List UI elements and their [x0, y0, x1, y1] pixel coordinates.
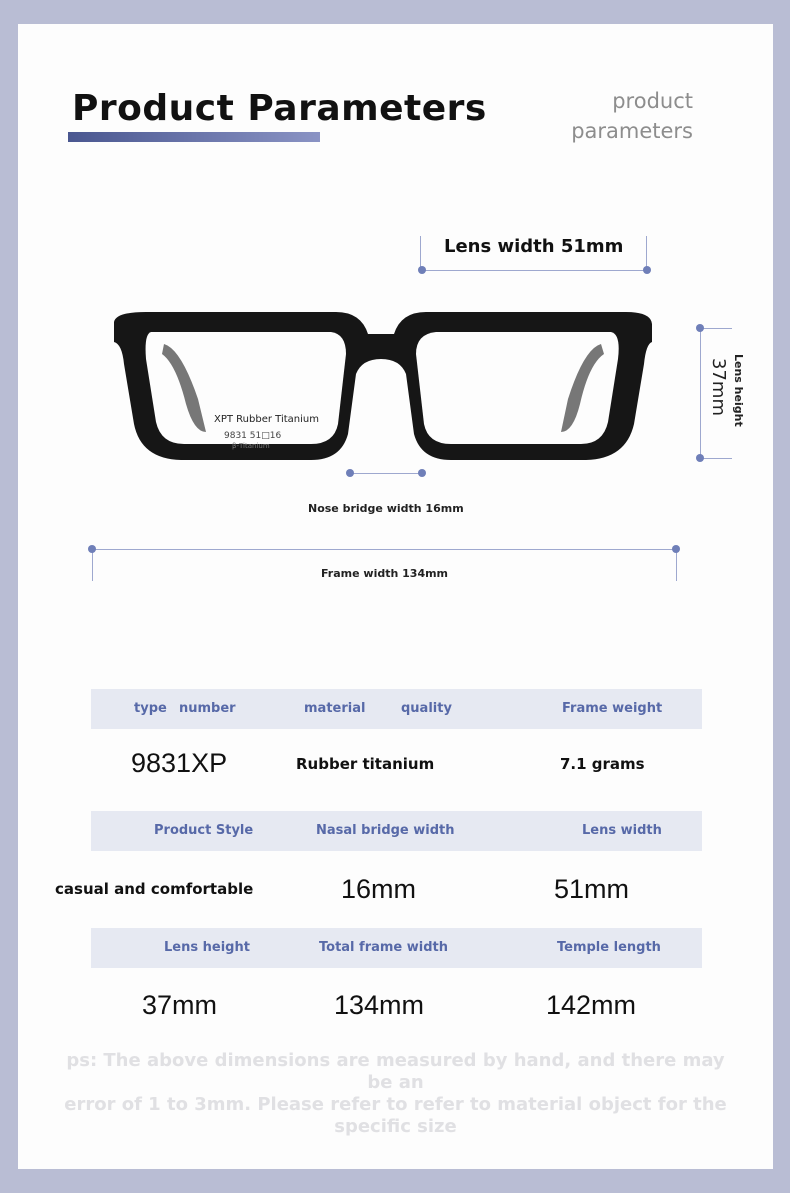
footnote-line-2: error of 1 to 3mm. Please refer to refer to material object for the — [64, 1094, 727, 1115]
page-title: Product Parameters — [72, 88, 487, 129]
lens-height-dot-bottom — [696, 454, 704, 462]
subtitle-line-2: parameters — [571, 119, 693, 143]
header-lens-height: Lens height — [164, 940, 250, 955]
header-frame-weight: Frame weight — [562, 701, 663, 716]
value-lens-height: 37mm — [142, 990, 218, 1020]
temple-print-3: β-Titanium — [232, 442, 270, 450]
value-frame-weight: 7.1 grams — [560, 755, 645, 773]
spec-header-row-3 — [91, 928, 702, 968]
value-temple-length: 142mm — [546, 990, 637, 1020]
value-lens-width: 51mm — [554, 874, 630, 904]
value-total-frame-width: 134mm — [334, 990, 425, 1020]
lens-height-tick-top — [700, 328, 732, 329]
lens-width-line — [422, 270, 646, 271]
frame-width-dot-left — [88, 545, 96, 553]
header-product-style: Product Style — [154, 823, 254, 838]
footnote-line-1: ps: The above dimensions are measured by hand, and there may be an — [66, 1050, 725, 1093]
lens-width-tick-right — [646, 236, 647, 270]
product-card — [18, 24, 773, 1169]
frame-width-dot-right — [672, 545, 680, 553]
value-material: Rubber titanium — [296, 755, 435, 773]
nose-bridge-dot-left — [346, 469, 354, 477]
footnote — [58, 1050, 733, 1138]
frame-width-label: Frame width 134mm — [321, 567, 449, 580]
lens-width-label: Lens width 51mm — [444, 236, 624, 257]
lens-width-dot-left — [418, 266, 426, 274]
header-material: material — [304, 701, 366, 716]
frame-width-line — [92, 549, 676, 550]
title-underline — [68, 132, 320, 142]
right-lens — [416, 332, 619, 444]
lens-width-dot-right — [643, 266, 651, 274]
spec-header-row-1 — [91, 689, 702, 729]
left-lens — [146, 332, 346, 444]
frame-width-tick-left — [92, 549, 93, 581]
value-nasal-bridge-width: 16mm — [341, 874, 417, 904]
header-total-frame-width: Total frame width — [319, 940, 449, 955]
lens-height-tick-bottom — [700, 458, 732, 459]
lens-height-label: Lens height — [732, 354, 745, 427]
header-number: number — [179, 701, 236, 716]
header-nasal-bridge-width: Nasal bridge width — [316, 823, 455, 838]
nose-bridge-line — [350, 473, 422, 474]
glasses-illustration — [106, 304, 666, 474]
temple-print-1: XPT Rubber Titanium — [214, 414, 319, 425]
header-type: type — [134, 701, 167, 716]
value-product-style: casual and comfortable — [55, 880, 254, 898]
lens-height-line — [700, 330, 701, 458]
lens-height-value: 37mm — [708, 358, 729, 416]
subtitle-line-1: product — [612, 89, 693, 113]
value-type-number: 9831XP — [131, 748, 228, 778]
header-quality: quality — [401, 701, 452, 716]
header-temple-length: Temple length — [557, 940, 661, 955]
footnote-line-3: specific size — [334, 1116, 457, 1137]
header-lens-width: Lens width — [582, 823, 662, 838]
lens-height-dot-top — [696, 324, 704, 332]
nose-bridge-dot-right — [418, 469, 426, 477]
lens-width-tick-left — [420, 236, 421, 270]
temple-print-2: 9831 51□16 — [224, 431, 282, 441]
frame-width-tick-right — [676, 549, 677, 581]
nose-bridge-label: Nose bridge width 16mm — [308, 502, 464, 515]
page-subtitle — [493, 86, 693, 146]
spec-header-row-2 — [91, 811, 702, 851]
